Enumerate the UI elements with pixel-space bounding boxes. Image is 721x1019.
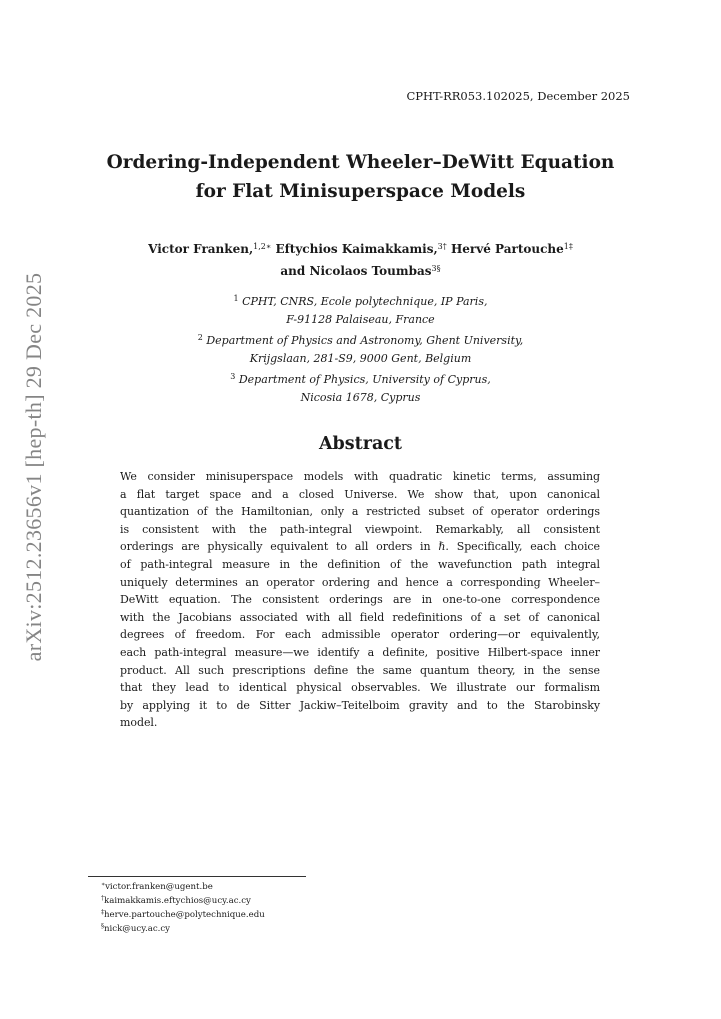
footnote-mark: † — [101, 895, 104, 902]
abstract-line: by applying it to de Sitter Jackiw–Teitelboim gravity and to the Starobinsky — [120, 698, 600, 712]
abstract-line: DeWitt equation. The consistent orderings are in one-to-one correspondence — [120, 593, 600, 607]
title-line-1: Ordering-Independent Wheeler–DeWitt Equation — [106, 152, 615, 173]
footnotes — [101, 880, 265, 936]
affiliation-number: 1 — [233, 294, 239, 303]
author-name: Eftychios Kaimakkamis, — [275, 242, 438, 256]
abstract-line: product. All such prescriptions define the same quantum theory, in the sense — [120, 663, 600, 677]
author-line-1 — [0, 238, 721, 260]
abstract-line: degrees of freedom. For each admissible operator ordering—or equivalently, — [120, 628, 600, 642]
footnote-mark: § — [101, 923, 104, 930]
abstract-line: each path-integral measure—we identify a definite, positive Hilbert-space inner — [120, 645, 600, 659]
affiliation-line: Nicosia 1678, Cyprus — [300, 390, 421, 404]
author-name: Nicolaos Toumbas — [309, 264, 432, 278]
affiliation-number: 2 — [197, 333, 203, 342]
footnote — [101, 894, 265, 908]
abstract-line: a flat target space and a closed Universe. We show that, upon canonical — [120, 487, 600, 501]
paper-title — [0, 148, 721, 206]
affiliation-line: Department of Physics and Astronomy, Ghent University, — [206, 334, 524, 347]
footnote — [101, 880, 265, 894]
author-marks: 1‡ — [563, 242, 573, 251]
footnote-email[interactable]: victor.franken@ugent.be — [105, 882, 213, 892]
footnote — [101, 922, 265, 936]
abstract-line: model. — [120, 716, 158, 730]
footnote — [101, 908, 265, 922]
author-name: Hervé Partouche — [450, 242, 564, 256]
affiliation — [0, 332, 721, 367]
abstract-line: is consistent with the path-integral viewpoint. Remarkably, all consistent — [120, 522, 600, 536]
abstract-line: of path-integral measure in the definition of the wavefunction path integral — [120, 557, 600, 571]
affiliation — [0, 293, 721, 328]
footnote-mark: ∗ — [101, 881, 106, 888]
footnote-divider — [88, 876, 306, 877]
affiliations — [0, 293, 721, 410]
abstract-line: that they lead to identical physical observables. We illustrate our formalism — [120, 681, 600, 695]
affiliation-line: Department of Physics, University of Cyprus, — [238, 373, 491, 386]
footnote-email[interactable]: nick@ucy.ac.cy — [104, 924, 171, 934]
affiliation-line: F-91128 Palaiseau, France — [286, 312, 435, 326]
abstract-heading: Abstract — [318, 434, 403, 454]
abstract-line: orderings are physically equivalent to all orders in ℏ. Specifically, each choice — [120, 540, 600, 554]
affiliation-number: 3 — [230, 372, 236, 381]
title-line-2: for Flat Minisuperspace Models — [195, 181, 526, 202]
abstract-line: quantization of the Hamiltonian, only a restricted subset of operator orderings — [120, 505, 600, 519]
footnote-mark: ‡ — [101, 909, 104, 916]
author-marks: 3§ — [431, 264, 441, 273]
abstract-text — [120, 468, 600, 732]
affiliation-line: CPHT, CNRS, Ecole polytechnique, IP Paris, — [242, 295, 488, 308]
author-marks: 3† — [437, 242, 447, 251]
report-number: CPHT-RR053.102025, December 2025 — [406, 89, 630, 103]
abstract-line: We consider minisuperspace models with quadratic kinetic terms, assuming — [120, 470, 600, 483]
footnote-email[interactable]: kaimakkamis.eftychios@ucy.ac.cy — [104, 896, 251, 906]
author-name: Victor Franken, — [148, 242, 254, 256]
affiliation — [0, 371, 721, 406]
author-list — [0, 238, 721, 282]
author-line-2 — [0, 260, 721, 282]
abstract-line: uniquely determines an operator ordering and hence a corresponding Wheeler– — [120, 575, 600, 589]
footnote-email[interactable]: herve.partouche@polytechnique.edu — [104, 910, 265, 920]
author-conjunction: and — [280, 264, 306, 278]
abstract-line: with the Jacobians associated with all field redefinitions of a set of canonical — [120, 610, 600, 624]
affiliation-line: Krijgslaan, 281-S9, 9000 Gent, Belgium — [249, 351, 472, 365]
arxiv-stamp-text: arXiv:2512.23656v1 [hep-th] 29 Dec 2025 — [21, 272, 46, 662]
author-marks: 1,2∗ — [253, 242, 272, 251]
